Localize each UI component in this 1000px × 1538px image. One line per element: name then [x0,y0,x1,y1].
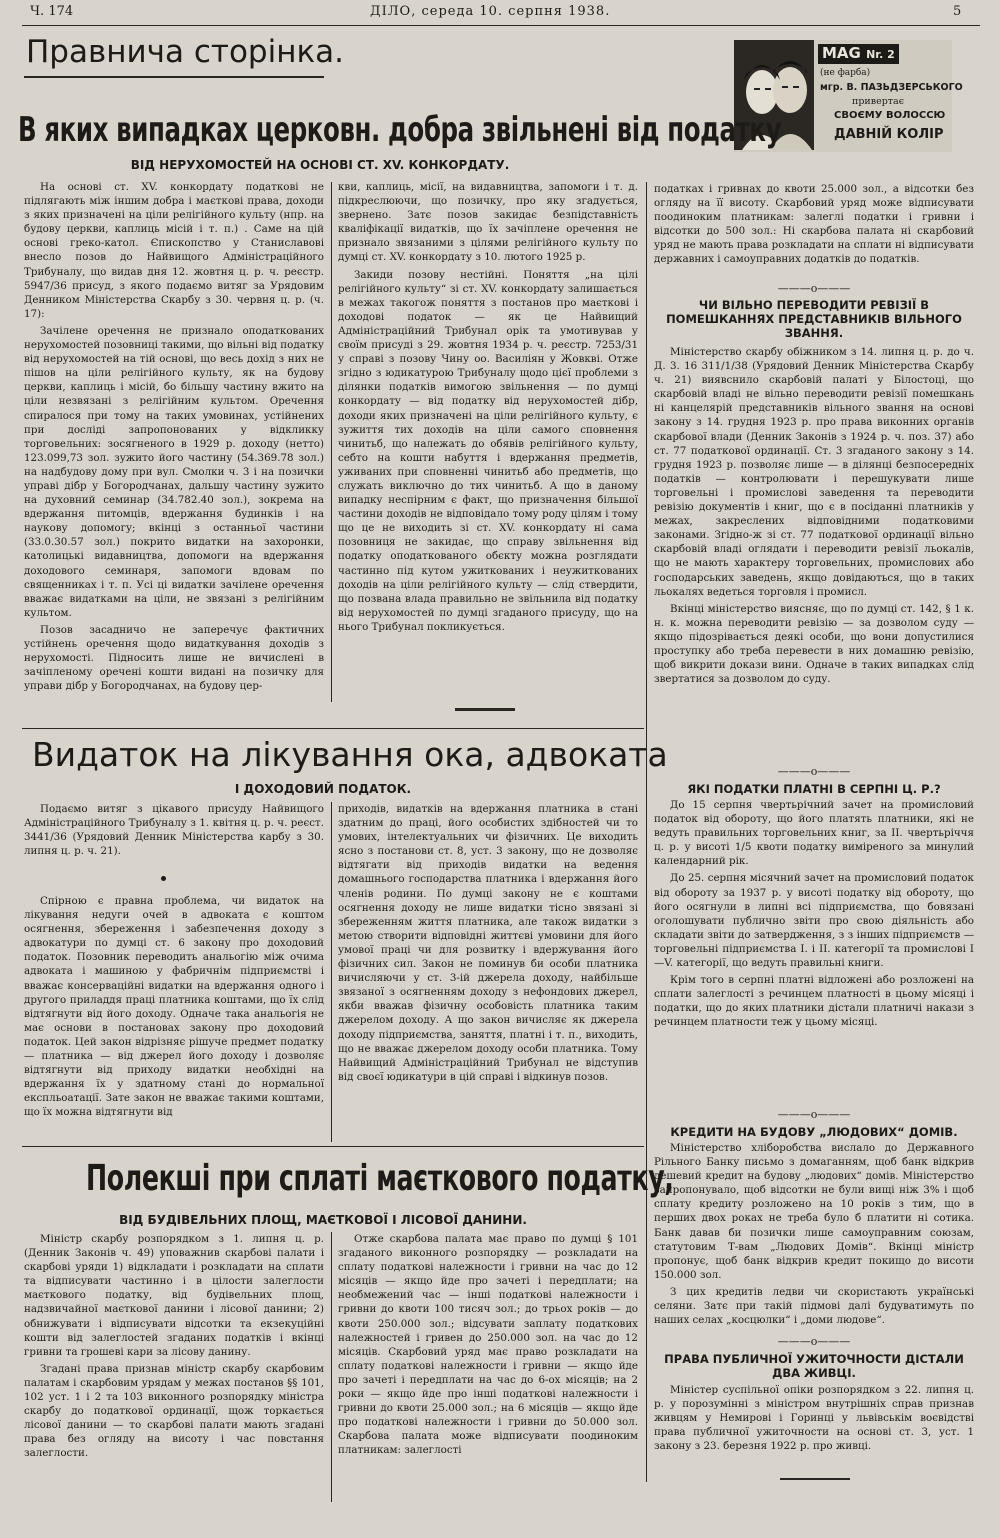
paragraph: Міністерство хліборобства вислало до Державного Рільного Банку письмо з домаганням, щоб банк відкрив дешевий кредит на будову „людових“ домів. Міністерство запропонувало, щоб відсотки не були вищі ніж 3% і щоб сплату кредиту розложено на 10 років з тим, що в перших двох роках не треба було б платити ні сотика. Банк давав би позички лише самоуправним союзам, статутовим Т-вам „Людових Домів“. Вкінці міністр пропонує, щоб банк відкрив кредит покищо до висоти 150.000 зол. [654,1142,974,1281]
article-end-rule [455,708,515,711]
right-column-divider [646,182,647,1482]
article1-column-2 [338,180,638,702]
article-end-rule [780,1478,850,1480]
paragraph: Позов засадничо не заперечує фактичних устійнень оречення щодо видаткування доходів з нерухомості. Підносить лише не вичислені в зачіпленому оречені кошти видані на позичку для управи дібр у Богородчанах, на будову цер- [24,623,324,693]
article2-intro [24,802,324,862]
paragraph: Зачілене оречення не признало оподаткованих нерухомостей позовниці такими, що вільні від податку від нерухомостей на тій основі, що весь дохід з них не пішов на ціли релігійного культу, як на будову церкви, каплиць і місій, бо більшу частину вжито на ціли незвязані з релігійним культом. Оречення спиралося при тому на таких умовинах, устійнених при досліді запропонованих у відкликку торговельних: зосягненого в 1929 р. доходу (нетто) 123.099,73 зол. зужито його частину (54.369.78 зол.) на надбудову дому при вул. Смолки ч. 3 і на позички управі дібр у Богородчанах, дальшу частину зужито на духовний семинар (34.782.40 зол.), зокрема на вдержання питомців, вдержання будинків і на наукову допомогу; вкінці з останньої частини (33.0.30.57 зол.) покрито видатки на захоронки, католицькі видавництва, допомоги на вдержання доходового семинаря, запомоги вдовам по священниках і т. п. Усі ці видатки зачілене оречення вважає видатками на ціли, не звязані з релігійним культом. [24,324,324,619]
article2-top-rule [22,728,644,729]
paragraph: Закиди позову нестійні. Поняття „на цілі релігійного культу“ зі ст. XV. конкордату залишається в межах такогож поняття з постанов про маєткові і доходові податок — як це Найвищий Адміністраційний Трибунал орік та умотивував у своїм присуді з 29. жовтня 1934 р. ч. реєстр. 7253/31 у справі з позову Чину оо. Василіян у Жовкві. Отже згідно з юдикатурою Трибуналу щодо цієї проблеми з ділянки податків вимогою звільнення — по думці конкордату — від податку від нерухомостей дібр, доходи яких призначені на ціли релігійного культу, є зужиття тих доходів на ціли самого сповнення чинитьб, що належать до обявів релігійного культу, себто на кошти набуття і вдержання предметів, уживаних при сповненні чинитьб або предметів, що служать виключно до тих чинитьб. А що в даному випадку неспірним є факт, що призначення більшої частини доходів не відповідало тому роду цілям і тому що це не виходить зі ст. XV. конкордату ні сама позовниця не закидає, що справу звільнення від податку оподаткованого обєкту можна розглядати частинно під кутом ужиткованих і неужиткованих доходів на ціли релігійного культу — слід ствердити, що позвана влада правильно не звільнила від податку від нерухомостей по думці згаданого присуду, що на нього Трибунал покликується. [338,268,638,633]
ad-brand: MAG [822,44,861,62]
issue-number: Ч. 174 [30,4,74,19]
article2-column-2 [338,802,638,1142]
paragraph: З цих кредитів ледви чи скористають українські селяни. Затє при такій підмові далі будуватимуть по наших селах „косцюлки“ і „доми людове“. [654,1285,974,1327]
paragraph: приходів, видатків на вдержання платника в стані здатним до праці, його особистих здібностей чи то умових, інтелектуальних чи фізичних. Це виходить ясно з постанови ст. 8, уст. 3 закону, що не дозволяє відтягати від приходів видатки на ведення домашнього господарства платника і вдержання його членів родини. По думці закону не є коштами осягнення доходу не лише видатки тісно звязані зі збереженням життя платника, але також видатки з метою створити відповідні життєві умовини для його умової праці чи для розвитку і вдержування його фізичних сил. Закон не поминув би особи платника вичисляючи у ст. 3-ій джерела доходу, найбільше звязаної з осягненням доходу з нефондових джерел, якби вважав фізичну особовість платника таким джерелом доходу. А що закон вичисляє як джерела доходу підприємства, заняття, платні і т. п., виходить, що не вважає джерелом доходу особи платника. Тому Найвищий Адміністраційний Трибунал не відступив від своєї юдикатури в цій справі і відкинув позов. [338,803,638,1083]
column-divider [331,182,332,702]
paragraph: податках і гривнах до квоти 25.000 зол., а відсотки без огляду на її висоту. Скарбовий уряд може відписувати поодиноким платникам: залеглі податки і гривни і відсотки до 500 зол.: Ні скарбова палата ні скарбовий уряд не мають права розкладати на сплати ні відписувати державних і самоуправних додатків до податків. [654,183,974,266]
section-separator: ———o——— [777,282,851,295]
article2-column-1 [24,894,324,1144]
article3-subhead: ВІД БУДІВЕЛЬНИХ ПЛОЩ, МАЄТКОВОЇ І ЛІСОВОЇ ДАНИНИ. [119,1213,527,1227]
ad-brand-number: Nr. 2 [866,48,895,61]
page-number: 5 [953,4,962,19]
article2-subhead: І ДОХОДОВИЙ ПОДАТОК. [234,782,412,796]
page-title-underline [24,76,324,78]
ad-line-5: ДАВНІЙ КОЛІР [834,127,944,142]
public-rights-title: ПРАВА ПУБЛИЧНОЇ УЖИТОЧНОСТИ ДІСТАЛИ ДВА ЖИВЦІ. [664,1352,964,1380]
paragraph: Міністер суспільної опіки розпорядком з 22. липня ц. р. у порозумінні з міністром внутрішніх справ признав живцям у Немирові і Горинці у львівськім воєвідстві права публичної ужиточности на основі ст. 3, уст. 1 закону з 23. березня 1922 р. про живці. [654,1384,974,1453]
ad-line-1: (не фарба) [820,68,871,78]
article3-top-rule [22,1146,644,1147]
ad-line-4: СВОЄМУ ВОЛОССЮ [834,110,946,121]
header-rule [22,25,980,26]
paragraph: До 15 серпня чвертьрічний зачет на промисловий податок від обороту, що його платять платники, які не ведуть правильних торговельних книг, за II. чвертьріччя ц. р. у висоті 1/5 квоти податку виміреного за минулий календарний рік. [654,799,974,868]
paragraph: Згадані права признав міністр скарбу скарбовим палатам і скарбовим урядам у межах постанов §§ 101, 102 уст. 1 і 2 та 103 виконного розпорядку міністра скарбу до податкової ординації, щож торкається лісової данини — то скарбові палати мають згадані права без огляду на висоту і час повстання залеглости. [24,1362,324,1460]
page-title: Правнича сторінка. [26,34,345,70]
column-divider [331,1232,332,1502]
paper-dateline: ДІЛО, середа 10. серпня 1938. [370,4,611,19]
paragraph: Подаємо витяг з цікавого присуду Найвищого Адміністраційного Трибуналу з 1. квітня ц. р. ч. реєст. 3441/36 (Урядовий Денник Міністерства карбу з 30. липня ц. р. ч. 21). [24,803,324,858]
section-separator: ———o——— [777,1335,851,1348]
article2-headline: Видаток на лікування ока, адвоката [32,735,668,774]
paragraph: На основі ст. XV. конкордату податкові не підлягають між іншим добра і маєткові права, доходи з яких призначені на ціли релігійного культу (нпр. на будову церкви, каплиць місій і т. п.) . Саме на цій основі греко-катол. Єпископство у Станиславові внесло позов до Найвищого Адміністраційного Трибуналу, що видав дня 12. жовтня ц. р. ч. реєстр. 5947/36 присуд, з якого подаємо витяг за Урядовим Денником Міністерства Скарбу з 30. червня ц. р. (ч. 17): [24,181,324,320]
section-separator: ———o——— [777,765,851,778]
ad-line-2: мгр. В. ПАЗЬДЗЕРСЬКОГО [820,82,963,93]
article3-column-2 [338,1232,638,1502]
section-separator: ———o——— [777,1108,851,1121]
article1-subhead: ВІД НЕРУХОМОСТЕЙ НА ОСНОВІ СТ. XV. КОНКОРДАТУ. [130,158,510,172]
article3-headline: Полекші при сплаті маєткового податку, [86,1158,674,1199]
paragraph: До 25. серпня місячний зачет на промисловий податок від обороту за 1937 р. у висоті податку від обороту, що його осягнули в липні всі підприємства, що бовязані оголошувати публично звіти про свою діяльність або складати звіти до затвердження, з з інших підприємств — торговельні підприємства I. і II. категорії та промислові I—V. категорії, що ведуть правильні книги. [654,872,974,970]
ad-line-3: привертає [852,96,905,107]
taxes-august-title: ЯКІ ПОДАТКИ ПЛАТНІ В СЕРПНІ Ц. Р.? [687,782,941,796]
paragraph: Отже скарбова палата має право по думці § 101 згаданого виконного розпорядку — розкладати на сплату податкові належности і гривни на час до 12 місяців — якщо йде про зачеті і передплати; на необмежений час — інші податкові належности і гривни до квоти 100 тисяч зол.; до трьох років — до квоти 250.000 зол.; відсувати заплату податкових належностей і гривен до 250.000 зол. на час до 12 місяців. Скарбовий уряд має право розкладати на сплату податкові належности і гривни — якщо йде про зачеті і передплати на час до 6-ох місяців; на 2 роки — якщо йде про інші податкові належности і гривни до квоти 25.000 зол.; на 6 місяців — якщо йде про податкові належности і гривни до 50.000 зол. Скарбова палата може відписувати поодиноким платникам: залеглості [338,1233,638,1457]
paragraph: Вкінці міністерство виясняє, що по думці ст. 142, § 1 к. н. к. можна переводити ревізію — за дозволом суду — якщо підозрівається деякі особи, що вони допустилися проступку або треба перевести в них домашню ревізію, щоб викрити докази вини. Одначе в таких випадках слід звертатися за дозволом до суду. [654,602,974,686]
taxes-august-body [654,798,974,1108]
ad-brand-badge [818,44,899,64]
bullet-separator [161,876,166,881]
column-divider [331,802,332,1142]
credits-body [654,1141,974,1341]
paragraph: Міністр скарбу розпорядком з 1. липня ц. р. (Денник Законів ч. 49) уповажнив скарбові палати і скарбові уряди 1) відкладати і розкладати на сплати та відписувати частинно і в цілости залеглости маєткового податку, від будівельних площ, надзвичайної маєткової данини і лісової данини; 2) обнижувати і відписувати відсотки та екзекуційні кошти від залеглостей згаданих податків і вкінці гривни та грошеві кари за лісову данину. [24,1233,324,1358]
paragraph: кви, каплиць, місії, на видавництва, запомоги і т. д. підкреслюючи, що позичку, про яку згадується, звернено. Затє позов закидає безпідставність кваліфікації видатків, що їх зачіплене оречення не признало звязаними з цілями релігійного культу по думці ст. XV. конкордату з 10. лютого 1925 р. [338,181,638,264]
paragraph: Крім того в серпні платні відложені або розложені на сплати залеглості з речинцем платності в цьому місяці і податки, що до яких платники дістали платничі накази з речинцем платности теж у цьому місяці. [654,974,974,1029]
article1-column-1 [24,180,324,722]
revision-body [654,345,974,765]
paragraph: Спірною є правна проблема, чи видаток на лікування недуги очей в адвоката є коштом осягнення, збереження і забезпечення доходу з адвокатури по думці ст. 6 закону про доходовий податок. Позовник переводить анальогію між очима адвоката і машиною у фабричнім підприємстві і вважає консерваційні видатки на вдержання одного і другого приладдя праці платника коштами, що їх слід відтягнути від його доходу. Одначе така анальогія не має основи в постановах закону про доходовий податок. Цей закон відрізняє рішуче предмет податку — платника — від джерел його доходу і дозволяє відтягнути від приходу видатки необхідні на вдержання їх у здатному стані до нормальної експльоатації. Зате закон не вважає такими коштами, що їх можна відтягнути від [24,895,324,1119]
column-3-continuation [654,182,974,282]
public-rights-body [654,1383,974,1473]
revision-title: ЧИ ВІЛЬНО ПЕРЕВОДИТИ РЕВІЗІЇ В ПОМЕШКАННЯХ ПРЕДСТАВНИКІВ ВІЛЬНОГО ЗВАННЯ. [666,298,962,340]
article3-column-1 [24,1232,324,1502]
article1-headline: В яких випадках церковн. добра звільнені від податку [18,110,782,150]
paragraph: Міністерство скарбу обіжником з 14. липня ц. р. до ч. Д. 3. 16 311/1/38 (Урядовий Денник Міністерства Скарбу ч. 21) виявснило скарбовій палаті у Білостоці, що скарбовій владі не вільно переводити ревізії помешкань ні канцелярій представників вільного звання на основі закону з 14. грудня 1923 р. про права виконних органів скарбової влади (Денник Законів з 1924 р. ч. поз. 37) або ст. 77 податкової ординації. Ст. 3 згаданого закону з 14. грудня 1923 р. позволяє лише — в ділянці безпосередніх податків — контролювати і перешукувати лише торговельні і промислові заведення та переводити ревізію документів і книг, що є в посіданні платників у межах, закреслених відповідними податковими законами. Згідно-ж зі ст. 77 податкової ординації вільно скарбовій владі оглядати і переводити ревізії льокалів, що не мають характеру торговельних, промислових або господарських заведень, якщо довідаються, що в таких льокалях ведеться торговля і промисл. [654,346,974,598]
credits-title: КРЕДИТИ НА БУДОВУ „ЛЮДОВИХ“ ДОМІВ. [670,1125,958,1139]
